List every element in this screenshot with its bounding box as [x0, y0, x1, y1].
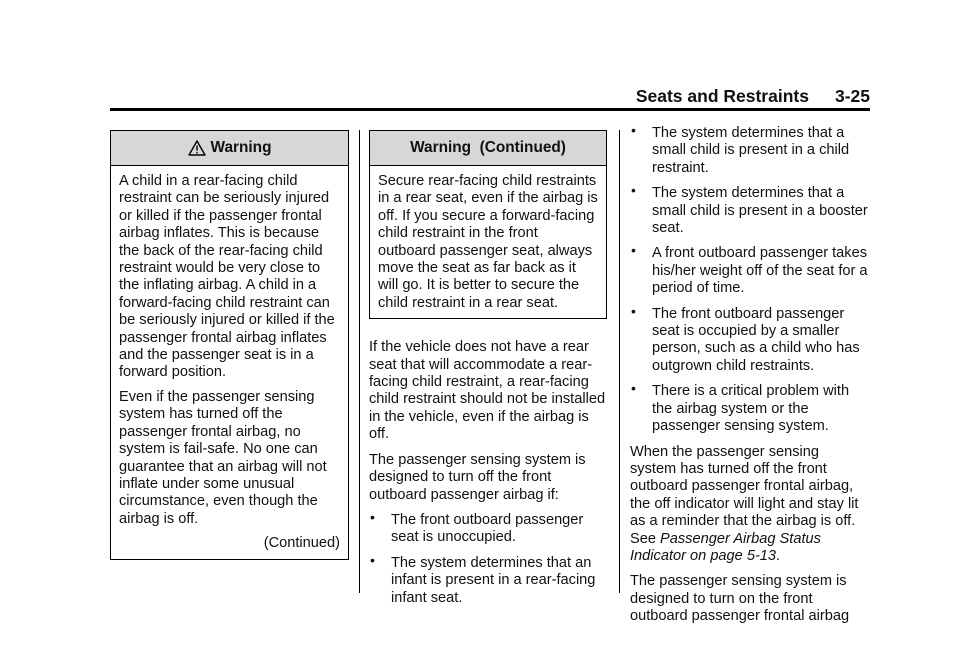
column-divider-2: [619, 130, 620, 593]
warning-body: [111, 166, 348, 559]
body-paragraph: When the passenger sensing system has turned off the front outboard passenger frontal airbag, the off indicator will light and stay lit as a reminder that the airbag is off. See Passenger Airbag Status Indicator on page 5-13.: [630, 443, 859, 564]
list-item: • The system determines that a small child is present in a child restraint.: [631, 122, 850, 176]
bullet-list: [630, 122, 868, 436]
bullet-icon: •: [370, 551, 375, 568]
warning-header: [111, 131, 348, 166]
list-item: • A front outboard passenger takes his/her weight off of the seat for a period of time.: [631, 242, 868, 297]
warning-paragraph: Secure rear-facing child restraints in a rear seat, even if the airbag is off. If you secure a forward-facing child restraint in the front outboard passenger seat, always move the seat as far back as it will go. It is better to secure the child restraint in a rear seat.: [378, 173, 598, 311]
column-3: [630, 122, 868, 634]
warning-continued-box: [369, 130, 607, 319]
bullet-icon: •: [631, 182, 636, 199]
cross-reference: Passenger Airbag Status Indicator on page 5-13: [630, 530, 821, 564]
column-divider-1: [359, 130, 360, 593]
list-item: • The front outboard passenger seat is unoccupied.: [370, 508, 584, 546]
list-item: • There is a critical problem with the airbag system or the passenger sensing system.: [631, 380, 850, 435]
warning-continued-title: Warning (Continued): [410, 139, 566, 157]
warning-title: Warning: [210, 139, 272, 157]
warning-paragraph: Even if the passenger sensing system has turned off the passenger frontal airbag, no system is fail-safe. No one can guarantee that an airbag will not inflate under some unusual circumstance, even though the airbag is off.: [119, 388, 327, 527]
bullet-list: [369, 508, 607, 607]
list-item: • The system determines that an infant is present in a rear-facing infant seat.: [370, 551, 596, 606]
page-header: [110, 83, 870, 111]
continued-label: (Continued): [263, 535, 340, 552]
warning-continued-body: [370, 166, 606, 318]
warning-icon: [188, 140, 206, 156]
bullet-icon: •: [631, 122, 636, 138]
bullet-icon: •: [631, 302, 636, 319]
section-title: Seats and Restraints: [635, 85, 809, 106]
list-item: • The front outboard passenger seat is occupied by a smaller person, such as a child who has outgrown child restraints.: [631, 302, 860, 374]
body-paragraph: If the vehicle does not have a rear seat that will accommodate a rear-facing child restraint, a rear-facing child restraint should not be installed in the vehicle, even if the airbag is off.: [369, 339, 606, 443]
bullet-icon: •: [631, 242, 636, 259]
warning-paragraph: A child in a rear-facing child restraint can be seriously injured or killed if the passenger frontal airbag inflates. This is because the back of the rear-facing child restraint would be very close to the inflating airbag. A child in a forward-facing child restraint can be seriously injured or killed if the passenger frontal airbag inflates and the passenger seat is in a forward position.: [119, 173, 335, 381]
warning-continued-header: [370, 131, 606, 166]
bullet-icon: •: [370, 508, 375, 525]
column-1: [110, 130, 349, 560]
body-paragraph: The passenger sensing system is designed to turn off the front outboard passenger airbag if:: [369, 451, 586, 503]
bullet-icon: •: [631, 380, 636, 397]
body-paragraph: The passenger sensing system is designed to turn on the front outboard passenger frontal airbag: [630, 573, 850, 625]
list-item: • The system determines that a small child is present in a booster seat.: [631, 182, 868, 237]
page-number: 3-25: [834, 85, 870, 106]
warning-box: [110, 130, 349, 560]
column-2: [369, 130, 607, 615]
